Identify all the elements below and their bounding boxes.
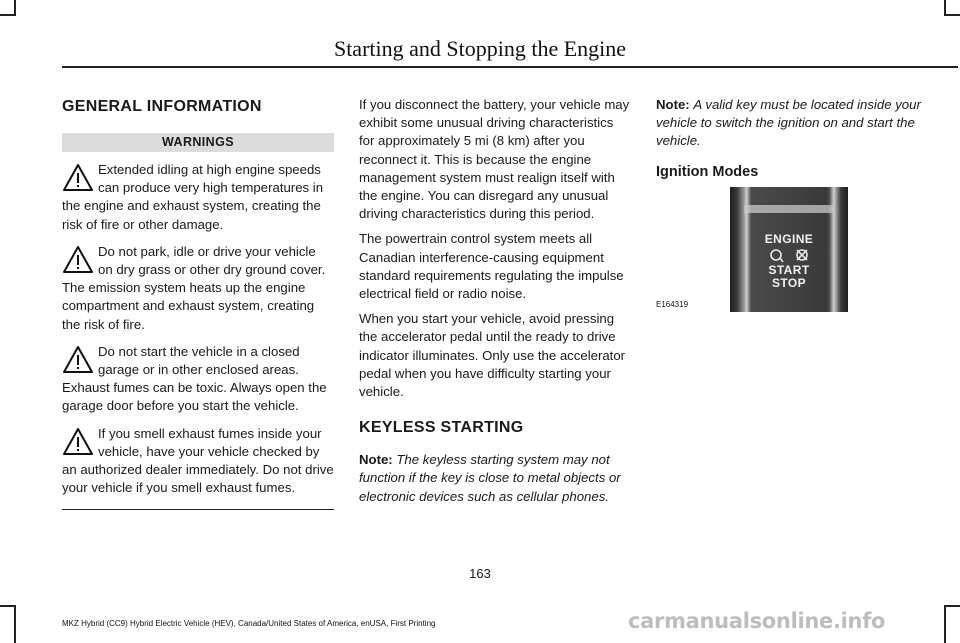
- crop-mark-top-left-h: [0, 14, 16, 16]
- crop-mark-bottom-right-h: [944, 605, 960, 607]
- column-battery-keyless: [359, 96, 631, 506]
- column-general-information: [62, 96, 334, 510]
- key-indicator-icons: [768, 247, 812, 263]
- note-valid-key: [656, 96, 952, 151]
- column-ignition-modes: [656, 96, 952, 181]
- warning-text: Do not park, idle or drive your vehicle on dry grass or other dry ground cover. The emission system heats up the engine compartment and exhaust system, creating the risk of fire.: [62, 243, 326, 332]
- crop-mark-bottom-right: [944, 605, 946, 643]
- header-rule: [62, 66, 958, 68]
- note-label: Note:: [656, 97, 690, 112]
- paragraph: The powertrain control system meets all Canadian interference-causing equipment standard requirements regulating the impulse electrical field or radio noise.: [359, 231, 624, 302]
- engine-start-stop-button-image: [730, 187, 848, 312]
- warnings-end-rule: [62, 509, 334, 510]
- subheading-ignition-modes: Ignition Modes: [656, 163, 759, 180]
- section-heading-keyless-starting: KEYLESS STARTING: [359, 419, 524, 437]
- warning-text: If you smell exhaust fumes inside your vehicle, have your vehicle checked by an authorized dealer immediately. Do not drive your vehicle if you smell exhaust fumes.: [62, 425, 334, 496]
- page-header-title: Starting and Stopping the Engine: [333, 36, 627, 61]
- figure-id: E164319: [656, 300, 689, 309]
- button-word-stop: STOP: [771, 276, 807, 290]
- warning-item: [62, 343, 334, 416]
- button-word-start: START: [768, 263, 810, 277]
- warning-triangle-icon: [62, 163, 94, 193]
- note-label: Note:: [359, 452, 393, 468]
- warning-item: [62, 161, 334, 234]
- page-number: 163: [469, 566, 491, 581]
- note-keyless: [359, 451, 631, 506]
- warning-text: Do not start the vehicle in a closed garage or in other enclosed areas. Exhaust fumes can be toxic. Always open the garage door before you start the vehicle.: [62, 343, 327, 414]
- warning-triangle-icon: [62, 245, 94, 275]
- crop-mark-bottom-left: [14, 605, 16, 643]
- watermark: carmanualsonline.info: [628, 609, 886, 633]
- paragraph: When you start your vehicle, avoid pressing the accelerator pedal until the ready to drive indicator illuminates. Only use the accelerator pedal when you have difficulty starting your vehicle.: [359, 311, 626, 400]
- crop-mark-bottom-left-h: [0, 605, 16, 607]
- button-top-highlight: [744, 205, 834, 213]
- warning-item: [62, 243, 334, 334]
- note-text: The keyless starting system may not function if the key is close to metal objects or electronic devices such as cellular phones.: [359, 452, 621, 504]
- crop-mark-top-right-h: [944, 14, 960, 16]
- warning-triangle-icon: [62, 345, 94, 375]
- section-heading-general-information: GENERAL INFORMATION: [62, 98, 262, 115]
- warning-item: [62, 425, 334, 498]
- footer-publication-info: MKZ Hybrid (CC9) Hybrid Electric Vehicle (HEV), Canada/United States of America, enUSA, First Printing: [62, 619, 436, 628]
- button-word-engine: ENGINE: [764, 232, 814, 246]
- paragraph: If you disconnect the battery, your vehicle may exhibit some unusual driving characteristics for approximately 5 mi (8 km) after you reconnect it. This is because the engine management system must realign itself with the engine. You can disregard any unusual driving characteristics during this period.: [359, 97, 630, 222]
- warning-triangle-icon: [62, 427, 94, 457]
- warning-text: Extended idling at high engine speeds can produce very high temperatures in the engine and exhaust system, creating the risk of fire or other damage.: [62, 162, 324, 232]
- note-text: A valid key must be located inside your vehicle to switch the ignition on and start the vehicle.: [656, 97, 921, 149]
- warnings-label: WARNINGS: [62, 133, 334, 152]
